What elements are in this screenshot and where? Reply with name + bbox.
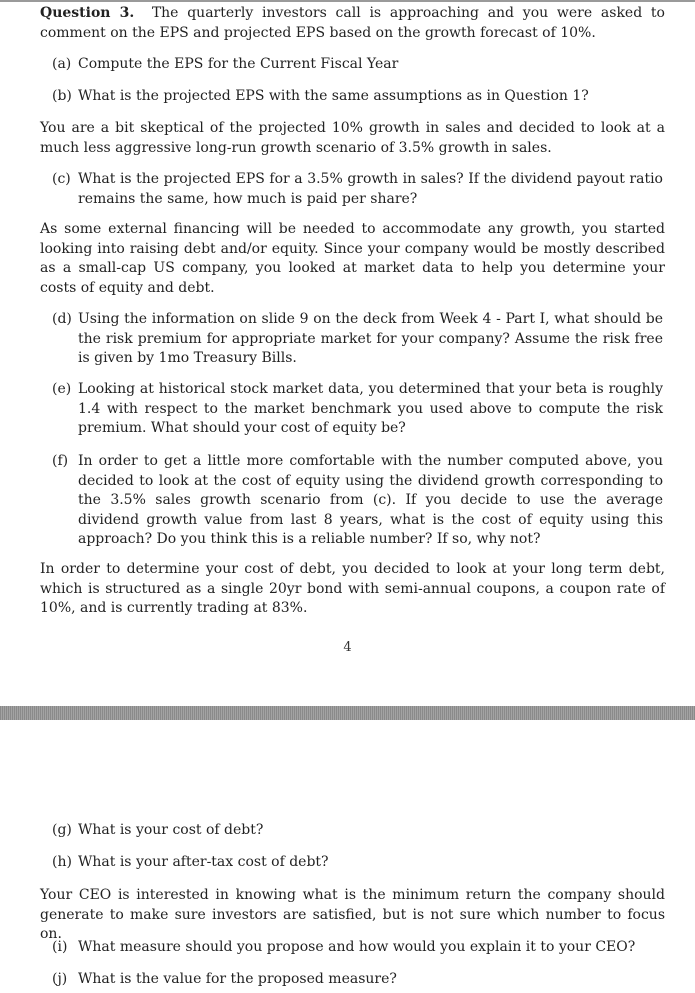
paragraph-skeptical: You are a bit skeptical of the projected 10% growth in sales and decided to look at a much less aggressive long-run growth scenario of 3.5% growth in sales. bbox=[40, 120, 665, 156]
item-label: (h) bbox=[52, 854, 72, 870]
item-label: (j) bbox=[52, 971, 68, 987]
item-text: Using the information on slide 9 on the deck from Week 4 - Part I, what should be the risk premium for appropriate market for your company? Assume the risk free is given by 1mo Treasury Bills. bbox=[78, 311, 663, 366]
item-text: What is your after-tax cost of debt? bbox=[78, 854, 329, 870]
item-h bbox=[52, 853, 665, 873]
item-text: Compute the EPS for the Current Fiscal Year bbox=[78, 56, 399, 72]
item-text: What is your cost of debt? bbox=[78, 822, 264, 838]
question-intro-text: The quarterly investors call is approaching and you were asked to comment on the EPS and projected EPS based on the growth forecast of 10%. bbox=[40, 5, 665, 41]
item-e bbox=[52, 380, 665, 439]
page-2 bbox=[0, 720, 695, 993]
item-a bbox=[52, 55, 665, 75]
item-text: In order to get a little more comfortable with the number computed above, you decided to look at the cost of equity using the dividend growth corresponding to the 3.5% sales growth scenario from (c). If you decide to use the average dividend growth value from last 8 years, what is the cost of equity using this approach? Do you think this is a reliable number? If so, why not? bbox=[78, 453, 663, 547]
item-label: (b) bbox=[52, 88, 72, 104]
item-label: (a) bbox=[52, 56, 72, 72]
item-text: Looking at historical stock market data, you determined that your beta is roughly 1.4 with respect to the market benchmark you used above to compute the risk premium. What should your cost of equity be? bbox=[78, 381, 663, 436]
paragraph-debt: In order to determine your cost of debt, you decided to look at your long term debt, which is structured as a single 20yr bond with semi-annual coupons, a coupon rate of 10%, and is currently trading at 83%. bbox=[40, 561, 665, 616]
question-intro bbox=[40, 4, 665, 43]
item-text: What measure should you propose and how would you explain it to your CEO? bbox=[78, 939, 636, 955]
item-text: What is the projected EPS for a 3.5% growth in sales? If the dividend payout ratio remains the same, how much is paid per share? bbox=[78, 171, 663, 207]
item-label: (c) bbox=[52, 171, 71, 187]
paragraph-financing: As some external financing will be needed to accommodate any growth, you started looking into raising debt and/or equity. Since your company would be mostly described as a small-cap US company, you looked at market data to help you determine your costs of equity and debt. bbox=[40, 221, 665, 296]
item-label: (f) bbox=[52, 453, 69, 469]
item-text: What is the projected EPS with the same assumptions as in Question 1? bbox=[78, 88, 589, 104]
item-label: (d) bbox=[52, 311, 72, 327]
item-g bbox=[52, 821, 665, 841]
item-b bbox=[52, 87, 665, 107]
question-heading: Question 3. bbox=[40, 5, 135, 21]
item-d bbox=[52, 310, 665, 369]
item-c bbox=[52, 170, 665, 209]
item-i bbox=[52, 938, 665, 958]
item-label: (i) bbox=[52, 939, 68, 955]
item-text: What is the value for the proposed measure? bbox=[78, 971, 397, 987]
item-j bbox=[52, 970, 665, 990]
item-f bbox=[52, 452, 665, 550]
page-separator bbox=[0, 706, 695, 720]
page-number: 4 bbox=[343, 640, 352, 655]
item-label: (e) bbox=[52, 381, 72, 397]
item-label: (g) bbox=[52, 822, 72, 838]
paragraph-ceo: Your CEO is interested in knowing what is the minimum return the company should generate to make sure investors are satisfied, but is not sure which number to focus on. bbox=[40, 887, 665, 942]
